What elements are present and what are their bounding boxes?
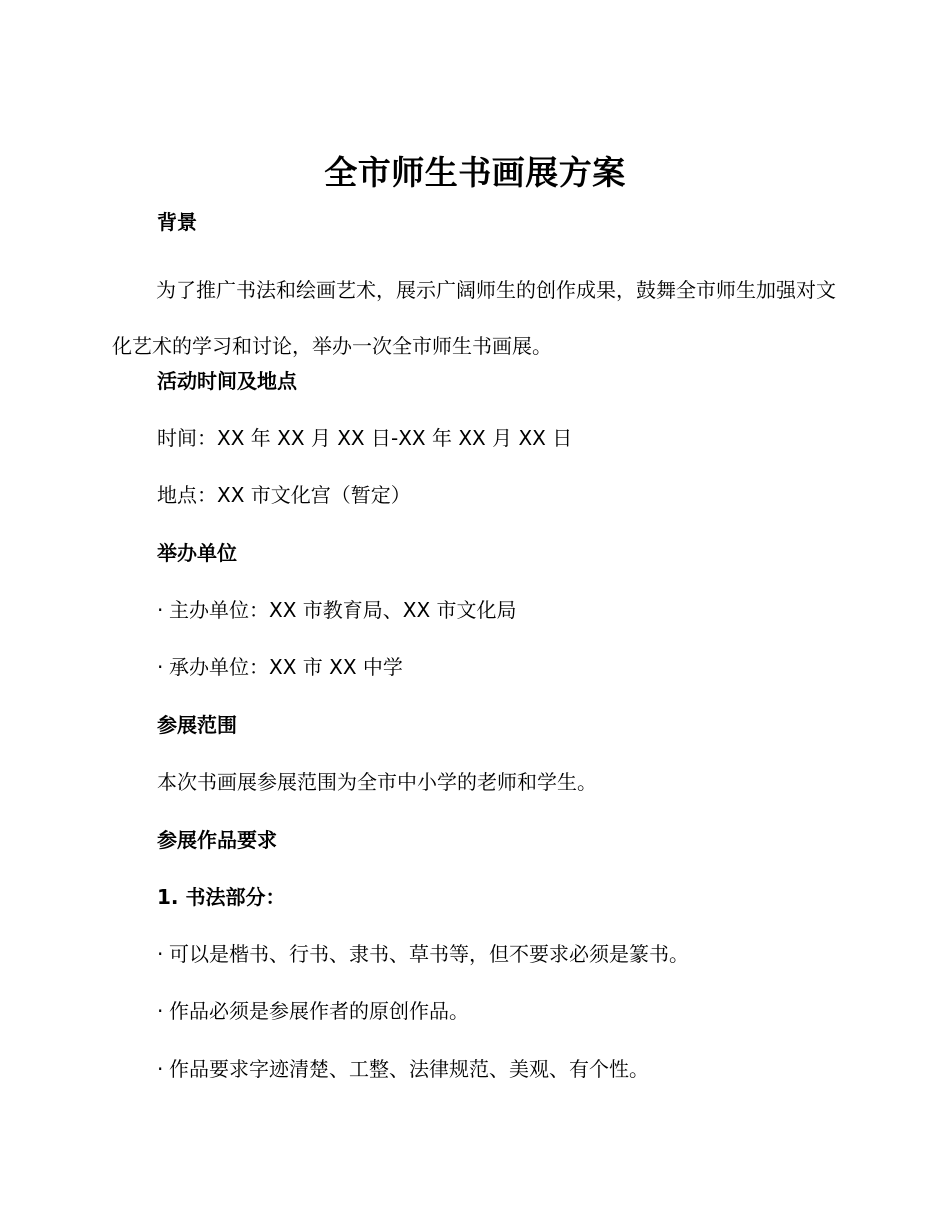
list-item <box>157 1055 649 1083</box>
bullet-icon: · <box>157 999 164 1023</box>
place-line: 地点：XX 市文化宫（暂定） <box>157 483 411 507</box>
list-item-host <box>157 596 517 624</box>
bullet-icon: · <box>157 655 164 679</box>
heading-requirements: 参展作品要求 <box>157 828 277 852</box>
bullet-icon: · <box>157 942 164 966</box>
heading-organizer: 举办单位 <box>157 541 237 565</box>
calligraphy-item-text: 可以是楷书、行书、隶书、草书等，但不要求必须是篆书。 <box>169 942 689 966</box>
heading-scope: 参展范围 <box>157 713 237 737</box>
heading-calligraphy: 1. 书法部分： <box>157 885 286 909</box>
heading-time-place: 活动时间及地点 <box>157 369 297 393</box>
time-line: 时间：XX 年 XX 月 XX 日-XX 年 XX 月 XX 日 <box>157 426 573 450</box>
calligraphy-item-text: 作品必须是参展作者的原创作品。 <box>169 999 469 1023</box>
host-text: 主办单位：XX 市教育局、XX 市文化局 <box>169 598 517 622</box>
background-paragraph: 为了推广书法和绘画艺术，展示广阔师生的创作成果，鼓舞全市师生加强对文化艺术的学习和讨论，举办一次全市师生书画展。 <box>112 278 836 358</box>
bullet-icon: · <box>157 598 164 622</box>
page-title: 全市师生书画展方案 <box>324 153 626 192</box>
heading-background: 背景 <box>157 210 197 234</box>
list-item <box>157 940 689 968</box>
undertaker-text: 承办单位：XX 市 XX 中学 <box>169 655 403 679</box>
list-item-undertaker <box>157 653 403 681</box>
list-item <box>157 997 469 1025</box>
calligraphy-item-text: 作品要求字迹清楚、工整、法律规范、美观、有个性。 <box>169 1057 649 1081</box>
bullet-icon: · <box>157 1057 164 1081</box>
scope-text: 本次书画展参展范围为全市中小学的老师和学生。 <box>157 770 597 794</box>
